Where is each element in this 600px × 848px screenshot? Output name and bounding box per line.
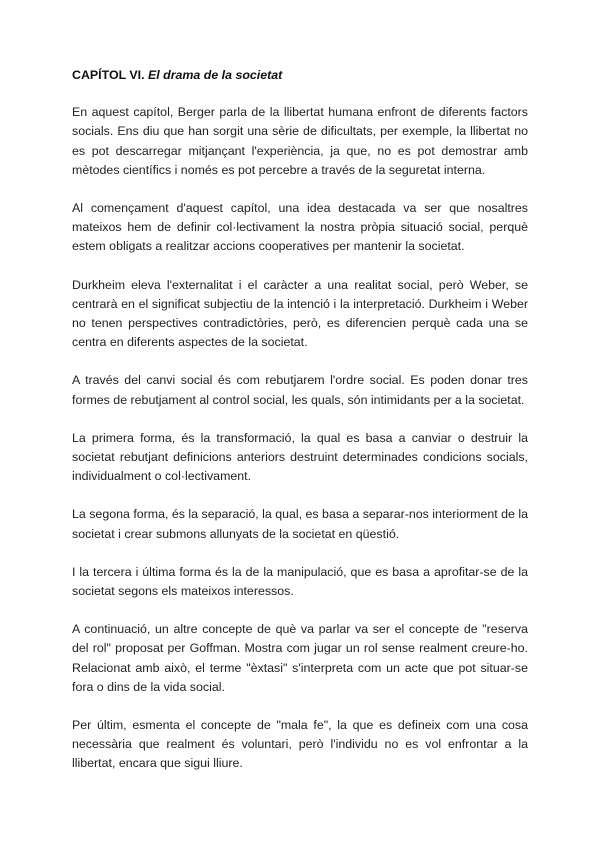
- paragraph-7: I la tercera i última forma és la de la manipulació, que es basa a aprofitar-se de la societat segons els mateixos interessos.: [72, 564, 528, 599]
- paragraph-9: Per últim, esmenta el concepte de "mala fe", la que es defineix com una cosa necessària que realment és voluntari, però l'individu no es vol enfrontar a la llibertat, encara que sigui lliure.: [72, 718, 528, 771]
- paragraph-4: A través del canvi social és com rebutjarem l'ordre social. Es poden donar tres formes de rebutjament al control social, les quals, són intimidants per a la societat.: [72, 373, 528, 407]
- chapter-heading: [72, 66, 528, 85]
- document-page: [72, 66, 528, 774]
- chapter-number: CAPÍTOL VI.: [72, 68, 145, 82]
- paragraph-8: A continuació, un altre concepte de què va parlar va ser el concepte de "reserva del rol" proposat per Goffman. Mostra com jugar un rol sense realment creure-ho. Relacionat amb això, el terme "èxtasi" s'interpreta com un acte que pot situar-se fora o dins de la vida social.: [72, 622, 528, 694]
- paragraph-6: La segona forma, és la separació, la qual, es basa a separar-nos interiorment de la societat i crear submons allunyats de la societat en qüestió.: [72, 507, 528, 541]
- paragraph-3: Durkheim eleva l'externalitat i el caràcter a una realitat social, però Weber, se centrarà en el significat subjectiu de la intenció i la interpretació. Durkheim i Weber no tenen perspectives contradictòries, però, es diferencien perquè cada una se centra en diferents aspectes de la societat.: [72, 277, 528, 350]
- paragraph-2: Al començament d'aquest capítol, una idea destacada va ser que nosaltres mateixos hem de definir col·lectivament la nostra pròpia situació social, perquè estem obligats a realitzar accions cooperatives per mantenir la societat.: [72, 201, 528, 254]
- chapter-title: El drama de la societat: [147, 68, 283, 82]
- paragraph-1: En aquest capítol, Berger parla de la llibertat humana enfront de diferents factors socials. Ens diu que han sorgit una sèrie de dificultats, per exemple, la llibertat no es pot descarregar mitjançant l'experiència, ja que, no es pot demostrar amb mètodes científics i només es pot percebre a través de la seguretat interna.: [72, 105, 528, 177]
- paragraph-5: La primera forma, és la transformació, la qual es basa a canviar o destruir la societat rebutjant definicions anteriors destruint determinades condicions socials, individualment o col·lectivament.: [72, 430, 528, 484]
